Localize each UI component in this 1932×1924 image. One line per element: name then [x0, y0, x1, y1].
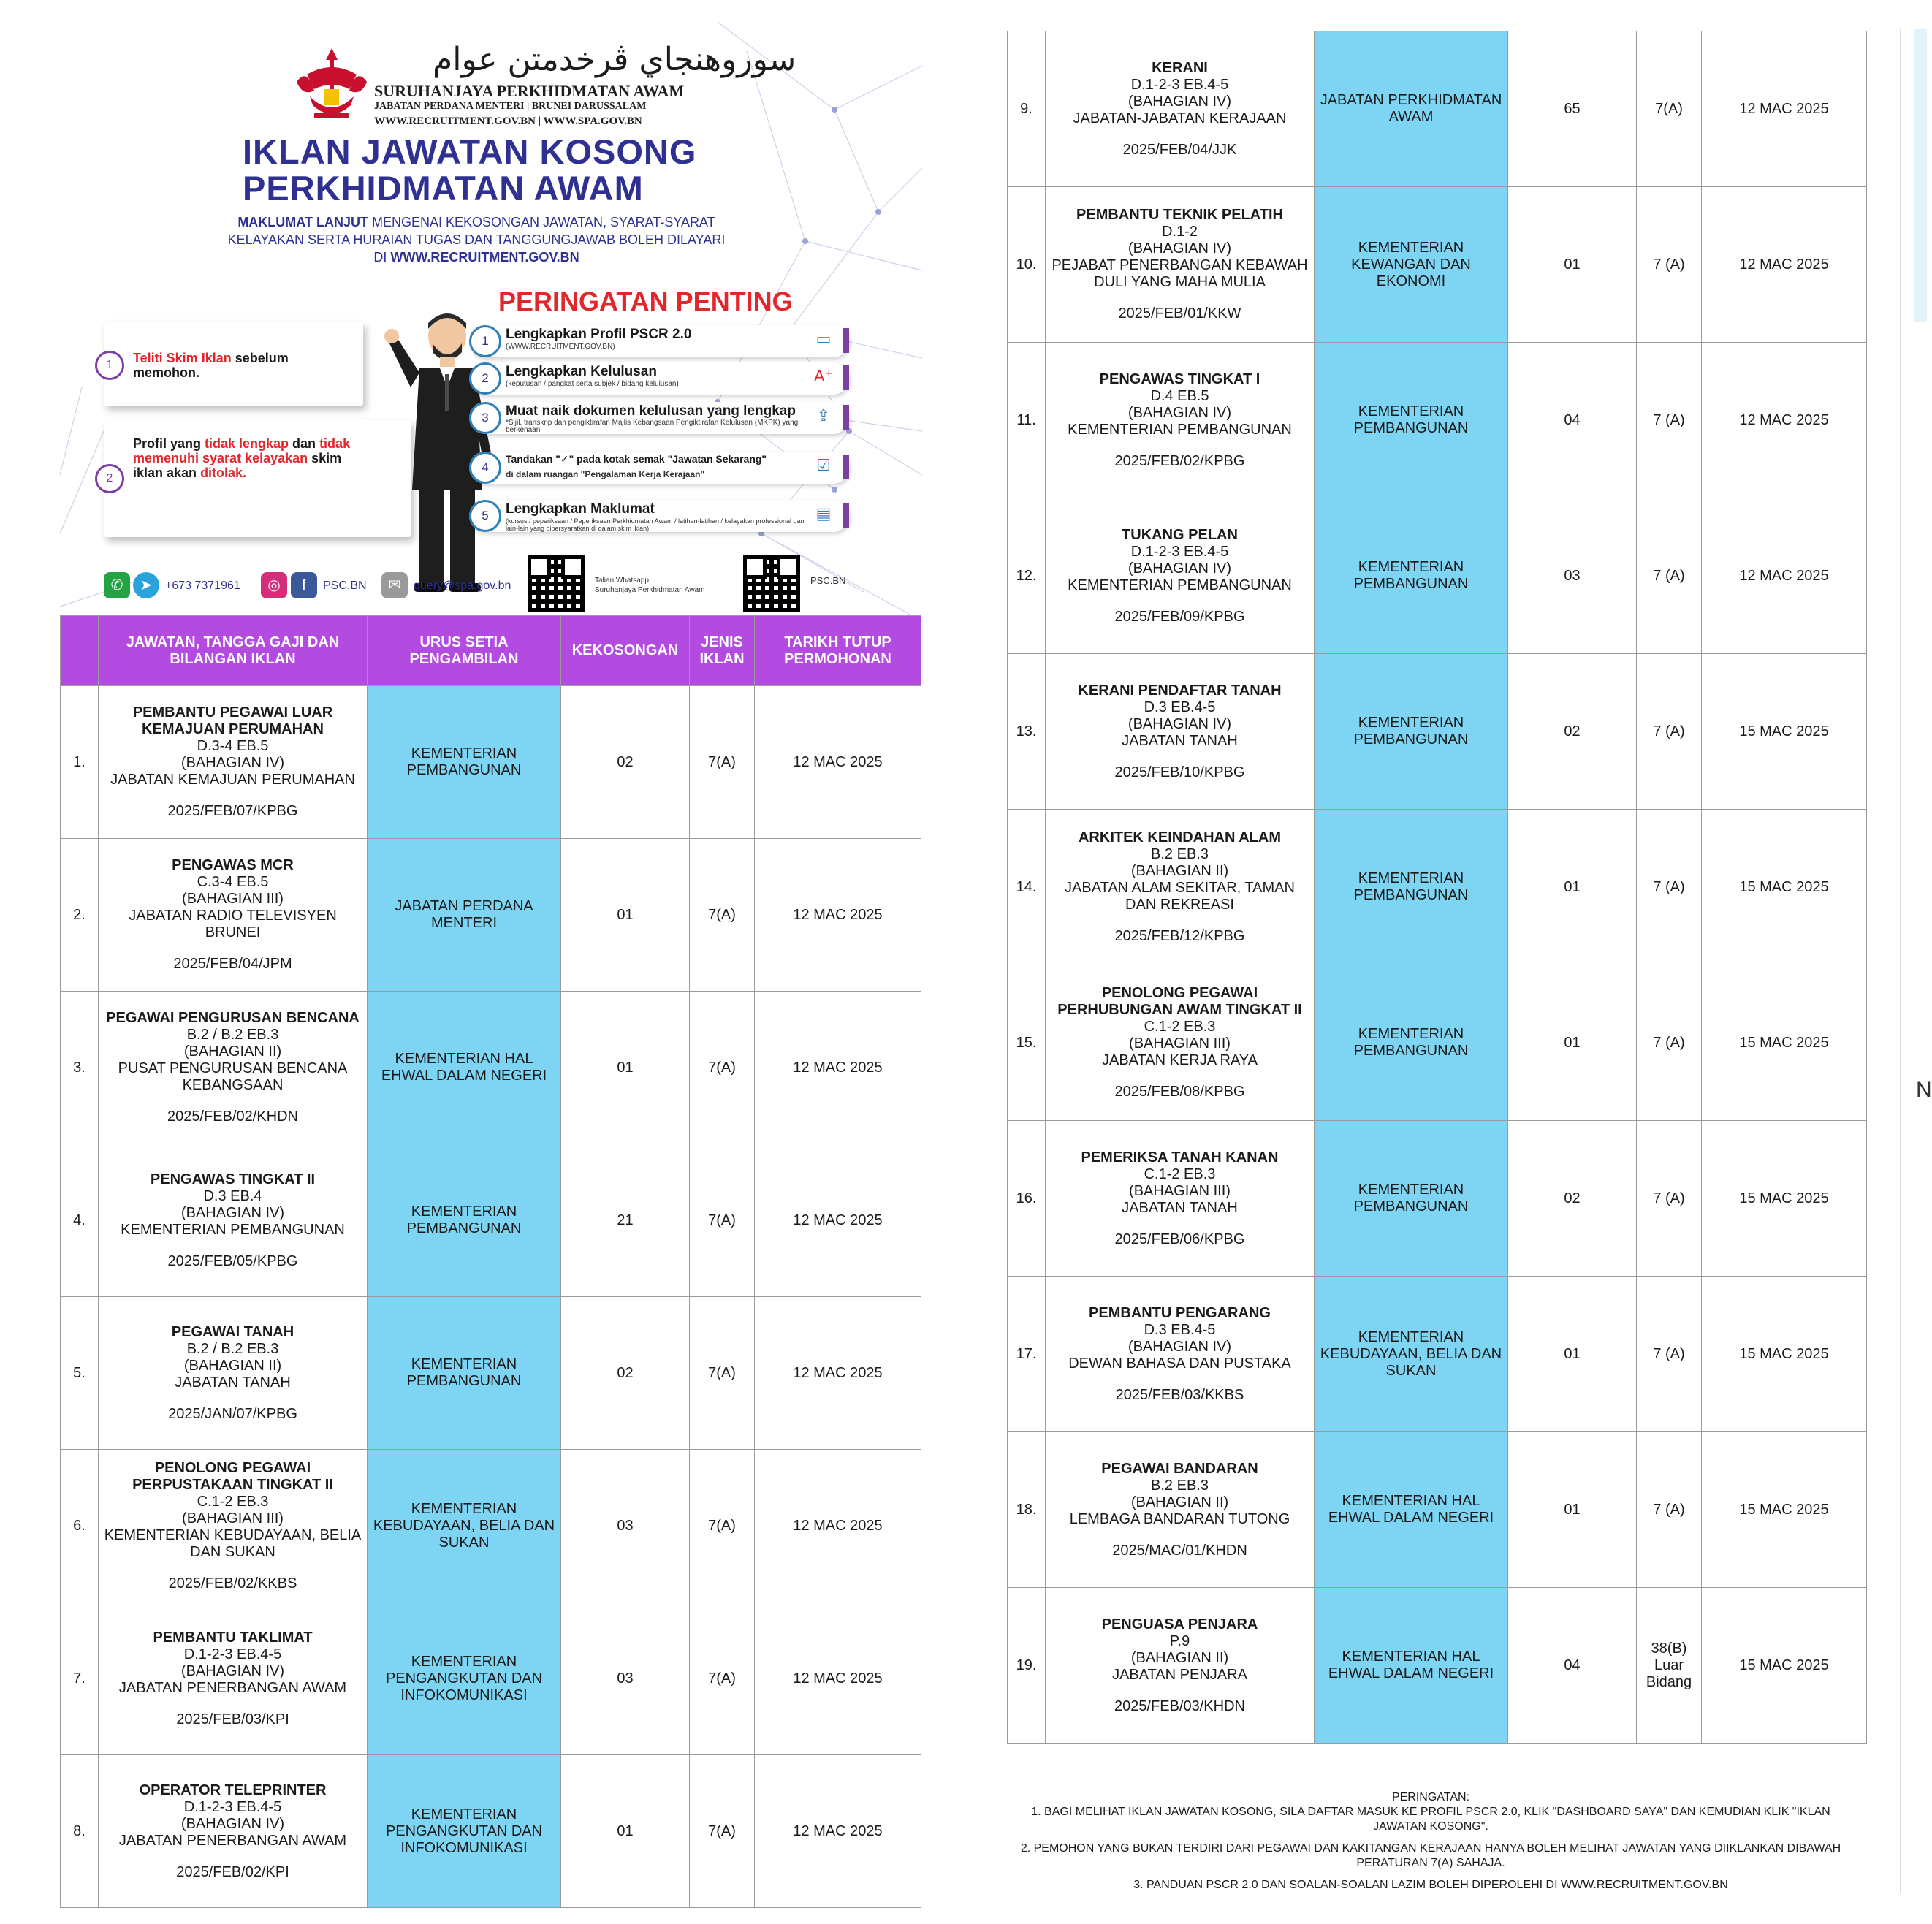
- kekosongan-cell: 01: [1508, 1432, 1637, 1588]
- urus-setia-cell: KEMENTERIAN PENGANGKUTAN DAN INFOKOMUNIKASI: [368, 1602, 561, 1755]
- tarikh-tutup-cell: 12 MAC 2025: [755, 686, 921, 839]
- jenis-iklan-cell: 7(A): [690, 1144, 755, 1297]
- jawatan-cell: [99, 1450, 368, 1602]
- jawatan-cell: [99, 992, 368, 1144]
- phone-number[interactable]: +673 7371961: [165, 579, 240, 592]
- urus-setia-cell: KEMENTERIAN PEMBANGUNAN: [368, 1144, 561, 1297]
- position-details: D.1-2 (BAHAGIAN IV) PEJABAT PENERBANGAN KEBAWAH DULI YANG MAHA MULIA: [1051, 224, 1308, 290]
- table-row: [61, 1755, 921, 1908]
- step-title: Lengkapkan Kelulusan: [506, 364, 657, 379]
- kekosongan-cell: 02: [561, 1297, 690, 1450]
- header-jenis-iklan: JENIS IKLAN: [690, 616, 755, 686]
- urus-setia-cell: KEMENTERIAN HAL EHWAL DALAM NEGERI: [1315, 1588, 1508, 1744]
- position-details: D.3 EB.4 (BAHAGIAN IV) KEMENTERIAN PEMBANGUNAN: [121, 1187, 345, 1238]
- advert-code: 2025/FEB/02/KHDN: [167, 1109, 298, 1125]
- kekosongan-cell: 01: [561, 1755, 690, 1908]
- jawatan-cell: [1046, 498, 1315, 654]
- poster-title-line1: IKLAN JAWATAN KOSONG: [243, 132, 697, 171]
- tarikh-tutup-cell: 12 MAC 2025: [755, 1755, 921, 1908]
- jawatan-cell: [99, 1755, 368, 1908]
- org-name: SURUHANJAYA PERKHIDMATAN AWAM: [374, 82, 685, 100]
- page-divider: [1900, 29, 1901, 1893]
- advert-code: 2025/FEB/06/KPBG: [1114, 1231, 1245, 1247]
- step-title: Muat naik dokumen kelulusan yang lengkap: [506, 403, 796, 419]
- facebook-icon[interactable]: f: [291, 572, 317, 598]
- jenis-iklan-cell: 38(B) Luar Bidang: [1637, 1588, 1702, 1744]
- step-title: Lengkapkan Maklumat: [506, 501, 655, 517]
- header-tarikh-tutup: TARIKH TUTUP PERMOHONAN: [755, 616, 921, 686]
- header-jawatan: JAWATAN, TANGGA GAJI DAN BILANGAN IKLAN: [99, 616, 368, 686]
- position-details: C.1-2 EB.3 (BAHAGIAN III) JABATAN KERJA RAYA: [1101, 1019, 1258, 1068]
- jawatan-cell: [1046, 1121, 1315, 1277]
- table-row: [61, 1297, 921, 1450]
- org-websites: WWW.RECRUITMENT.GOV.BN | WWW.SPA.GOV.BN: [374, 115, 642, 127]
- jenis-iklan-cell: 7(A): [690, 992, 755, 1144]
- position-details: P.9 (BAHAGIAN II) JABATAN PENJARA: [1112, 1632, 1247, 1683]
- urus-setia-cell: KEMENTERIAN KEWANGAN DAN EKONOMI: [1315, 187, 1508, 343]
- position-name: PEGAWAI BANDARAN: [1101, 1460, 1258, 1477]
- jenis-iklan-cell: 7(A): [1637, 31, 1702, 187]
- qr-caption-line: Suruhanjaya Perkhidmatan Awam: [595, 586, 705, 594]
- table-row: [1008, 654, 1867, 810]
- tip-part: dan: [289, 436, 320, 451]
- position-name: PEGAWAI PENGURUSAN BENCANA: [106, 1010, 360, 1026]
- jawatan-cell: [1046, 810, 1315, 965]
- jawatan-cell: [99, 839, 368, 992]
- urus-setia-cell: KEMENTERIAN PEMBANGUNAN: [1315, 1121, 1508, 1277]
- tarikh-tutup-cell: 12 MAC 2025: [1702, 31, 1867, 187]
- urus-setia-cell: KEMENTERIAN PEMBANGUNAN: [1315, 965, 1508, 1121]
- jawatan-cell: [99, 686, 368, 839]
- tip-part: Profil yang: [133, 436, 205, 451]
- kekosongan-cell: 04: [1508, 1588, 1637, 1744]
- tip-number: 1: [95, 351, 124, 380]
- jawatan-cell: [99, 1144, 368, 1297]
- tarikh-tutup-cell: 12 MAC 2025: [755, 1144, 921, 1297]
- position-name: PENGUASA PENJARA: [1101, 1616, 1258, 1632]
- tip-highlight: ditolak.: [200, 465, 247, 480]
- position-details: C.1-2 EB.3 (BAHAGIAN III) JABATAN TANAH: [1122, 1166, 1238, 1216]
- row-number: 19.: [1008, 1588, 1046, 1744]
- email-icon[interactable]: ✉: [381, 572, 408, 598]
- telegram-icon[interactable]: ➤: [133, 572, 159, 598]
- jenis-iklan-cell: 7 (A): [1637, 810, 1702, 965]
- table-row: [1008, 343, 1867, 498]
- urus-setia-cell: KEMENTERIAN HAL EHWAL DALAM NEGERI: [368, 992, 561, 1144]
- jenis-iklan-cell: 7(A): [690, 686, 755, 839]
- jawatan-cell: [1046, 654, 1315, 810]
- header-urus-setia: URUS SETIA PENGAMBILAN: [368, 616, 561, 686]
- position-details: D.3 EB.4-5 (BAHAGIAN IV) DEWAN BAHASA DAN PUSTAKA: [1068, 1321, 1291, 1372]
- table-row: [1008, 1432, 1867, 1588]
- info-text: [213, 213, 739, 266]
- row-number: 7.: [61, 1602, 99, 1755]
- tip-rest: sebelum memohon.: [133, 351, 289, 380]
- tip-text: [133, 436, 352, 480]
- row-number: 16.: [1008, 1121, 1046, 1277]
- vacancy-table-right: [1007, 31, 1867, 1744]
- advert-code: 2025/FEB/02/KPBG: [1114, 452, 1245, 469]
- step-number: 5: [469, 500, 501, 532]
- note-2: 2. PEMOHON YANG BUKAN TERDIRI DARI PEGAWAI DAN KAKITANGAN KERAJAAN HANYA BOLEH MELIHAT JAWATAN YANG DIIKLANKAN DIBAWAH PERATURAN 7(A) SAHAJA.: [1020, 1842, 1841, 1869]
- progress-icon: ▭: [815, 330, 832, 348]
- urus-setia-cell: KEMENTERIAN PEMBANGUNAN: [1315, 343, 1508, 498]
- advert-code: 2025/FEB/05/KPBG: [167, 1252, 298, 1269]
- row-number: 15.: [1008, 965, 1046, 1121]
- header-kekosongan: KEKOSONGAN: [561, 616, 690, 686]
- jenis-iklan-cell: 7 (A): [1637, 1121, 1702, 1277]
- tip-highlight: Teliti Skim Iklan: [133, 351, 232, 365]
- jawatan-cell: [1046, 187, 1315, 343]
- advert-code: 2025/JAN/07/KPBG: [168, 1405, 297, 1422]
- table-row: [61, 1144, 921, 1297]
- urus-setia-cell: KEMENTERIAN KEBUDAYAAN, BELIA DAN SUKAN: [1315, 1277, 1508, 1432]
- table-row: [1008, 31, 1867, 187]
- tarikh-tutup-cell: 15 MAC 2025: [1702, 810, 1867, 965]
- advert-code: 2025/FEB/04/JJK: [1122, 141, 1237, 158]
- position-name: PENOLONG PEGAWAI PERHUBUNGAN AWAM TINGKAT II: [1057, 985, 1302, 1018]
- email-address[interactable]: query@spa.gov.bn: [414, 579, 511, 592]
- checkbox-icon: ☑: [816, 456, 831, 474]
- position-details: D.1-2-3 EB.4-5 (BAHAGIAN IV) JABATAN-JABATAN KERAJAAN: [1073, 76, 1287, 126]
- notes-title: PERINGATAN:: [1391, 1791, 1470, 1803]
- jenis-iklan-cell: 7 (A): [1637, 1277, 1702, 1432]
- urus-setia-cell: KEMENTERIAN PEMBANGUNAN: [368, 1297, 561, 1450]
- position-name: PEGAWAI TANAH: [171, 1323, 294, 1340]
- poster-title-line2: PERKHIDMATAN AWAM: [243, 169, 644, 208]
- jenis-iklan-cell: 7(A): [690, 1755, 755, 1908]
- info-line2: KELAYAKAN SERTA HURAIAN TUGAS DAN TANGGUNGJAWAB BOLEH DILAYARI: [227, 232, 726, 247]
- step-subtitle: (WWW.RECRUITMENT.GOV.BN): [506, 343, 615, 351]
- tarikh-tutup-cell: 15 MAC 2025: [1702, 654, 1867, 810]
- tarikh-tutup-cell: 15 MAC 2025: [1702, 1277, 1867, 1432]
- urus-setia-cell: KEMENTERIAN HAL EHWAL DALAM NEGERI: [1315, 1432, 1508, 1588]
- step-number: 1: [469, 325, 501, 357]
- info-line1: MENGENAI KEKOSONGAN JAWATAN, SYARAT-SYARAT: [368, 215, 715, 229]
- row-number: 4.: [61, 1144, 99, 1297]
- tip-card-2: [104, 420, 411, 537]
- kekosongan-cell: 01: [1508, 965, 1637, 1121]
- advert-code: 2025/FEB/01/KKW: [1118, 305, 1241, 322]
- row-number: 6.: [61, 1450, 99, 1602]
- position-name: PEMBANTU PENGARANG: [1089, 1304, 1271, 1321]
- step-accent-bar: [843, 503, 849, 528]
- vacancy-table-left: [60, 615, 921, 1908]
- kekosongan-cell: 01: [1508, 1277, 1637, 1432]
- grade-icon: A⁺: [813, 367, 834, 385]
- table-row: [61, 686, 921, 839]
- kekosongan-cell: 02: [561, 686, 690, 839]
- step-subtitle: *Sijil, transkrip dan pengiktirafan Majlis Kebangsaan Pengiktirafan Kelulusan (MKPK) yang berkenaan: [506, 419, 799, 434]
- position-details: C.1-2 EB.3 (BAHAGIAN III) KEMENTERIAN KEBUDAYAAN, BELIA DAN SUKAN: [104, 1493, 362, 1560]
- tarikh-tutup-cell: 12 MAC 2025: [755, 839, 921, 992]
- position-name: PENGAWAS TINGKAT I: [1099, 370, 1260, 387]
- tip-text: [133, 351, 352, 380]
- advert-code: 2025/FEB/03/KKBS: [1115, 1386, 1244, 1403]
- jenis-iklan-cell: 7(A): [690, 1297, 755, 1450]
- position-details: D.3-4 EB.5 (BAHAGIAN IV) JABATAN KEMAJUAN PERUMAHAN: [110, 738, 355, 788]
- position-name: PEMBANTU PEGAWAI LUAR KEMAJUAN PERUMAHAN: [132, 704, 333, 737]
- jenis-iklan-cell: 7(A): [690, 1450, 755, 1602]
- row-number: 17.: [1008, 1277, 1046, 1432]
- jawatan-cell: [1046, 1432, 1315, 1588]
- tip-highlight: tidak lengkap: [205, 436, 289, 451]
- row-number: 18.: [1008, 1432, 1046, 1588]
- social-handle[interactable]: PSC.BN: [323, 579, 367, 592]
- step-subtitle: (keputusan / pangkat serta subjek / bidang kelulusan): [506, 380, 679, 388]
- warning-step-4: [469, 452, 849, 484]
- table-row: [61, 1450, 921, 1602]
- psc-qr-code: [743, 555, 800, 612]
- position-details: B.2 EB.3 (BAHAGIAN II) LEMBAGA BANDARAN TUTONG: [1069, 1477, 1290, 1527]
- position-details: B.2 / B.2 EB.3 (BAHAGIAN II) PUSAT PENGURUSAN BENCANA KEBANGSAAN: [118, 1027, 348, 1093]
- poster-header: [60, 22, 922, 621]
- upload-icon: ⇪: [816, 406, 831, 425]
- note-3: 3. PANDUAN PSCR 2.0 DAN SOALAN-SOALAN LAZIM BOLEH DIPEROLEHI DI WWW.RECRUITMENT.GOV.BN: [1133, 1879, 1728, 1891]
- step-number: 2: [469, 362, 501, 395]
- info-bold: MAKLUMAT LANJUT: [237, 215, 368, 229]
- kekosongan-cell: 03: [561, 1602, 690, 1755]
- header-no: [61, 616, 99, 686]
- row-number: 8.: [61, 1755, 99, 1908]
- advert-code: 2025/MAC/01/KHDN: [1112, 1542, 1247, 1559]
- tarikh-tutup-cell: 15 MAC 2025: [1702, 1588, 1867, 1744]
- jenis-iklan-cell: 7 (A): [1637, 187, 1702, 343]
- row-number: 2.: [61, 839, 99, 992]
- tip-number: 2: [95, 464, 124, 493]
- advert-code: 2025/FEB/07/KPBG: [167, 803, 298, 819]
- table-row: [1008, 1277, 1867, 1432]
- kekosongan-cell: 03: [1508, 498, 1637, 654]
- advert-code: 2025/FEB/02/KKBS: [168, 1575, 297, 1592]
- urus-setia-cell: KEMENTERIAN PEMBANGUNAN: [368, 686, 561, 839]
- jawatan-cell: [1046, 1277, 1315, 1432]
- position-details: D.1-2-3 EB.4-5 (BAHAGIAN IV) JABATAN PENERBANGAN AWAM: [118, 1798, 347, 1849]
- row-number: 1.: [61, 686, 99, 839]
- whatsapp-icon[interactable]: ✆: [104, 572, 130, 598]
- position-name: OPERATOR TELEPRINTER: [139, 1782, 327, 1798]
- advert-code: 2025/FEB/03/KPI: [176, 1711, 289, 1727]
- jenis-iklan-cell: 7 (A): [1637, 654, 1702, 810]
- kekosongan-cell: 04: [1508, 343, 1637, 498]
- org-subtitle: JABATAN PERDANA MENTERI | BRUNEI DARUSSALAM: [374, 101, 647, 112]
- whatsapp-qr-code: [528, 555, 585, 612]
- tarikh-tutup-cell: 12 MAC 2025: [1702, 187, 1867, 343]
- org-name-jawi: سوروهنجاي ڤرخدمتن عوام: [433, 41, 796, 78]
- kekosongan-cell: 65: [1508, 31, 1637, 187]
- row-number: 5.: [61, 1297, 99, 1450]
- warning-title: PERINGATAN PENTING: [498, 286, 793, 316]
- advert-code: 2025/FEB/03/KHDN: [1114, 1697, 1245, 1714]
- note-1: 1. BAGI MELIHAT IKLAN JAWATAN KOSONG, SILA DAFTAR MASUK KE PROFIL PSCR 2.0, KLIK "DASHBOARD SAYA" DAN KEMUDIAN KLIK "IKLAN JAWATAN KOSONG".: [1031, 1806, 1830, 1833]
- step-number: 4: [469, 452, 501, 484]
- kekosongan-cell: 01: [1508, 810, 1637, 965]
- table-row: [1008, 810, 1867, 965]
- step-subtitle: (kursus / peperiksaan / Peperiksaan Perkhidmatan Awam / latihan-latihan / kelayakan professional dan lain-lain yang dipersyaratkan di dalam skim iklan): [506, 517, 805, 532]
- tarikh-tutup-cell: 15 MAC 2025: [1702, 1121, 1867, 1277]
- tip-part: skim iklan akan: [133, 451, 342, 480]
- warning-step-5: [469, 500, 849, 532]
- info-url[interactable]: WWW.RECRUITMENT.GOV.BN: [390, 250, 579, 265]
- table-row: [61, 992, 921, 1144]
- tip-card-1: [104, 322, 363, 406]
- position-details: B.2 EB.3 (BAHAGIAN II) JABATAN ALAM SEKITAR, TAMAN DAN REKREASI: [1065, 846, 1295, 913]
- notes-section: [1007, 1790, 1855, 1900]
- qr-caption: [595, 576, 704, 595]
- position-name: PENOLONG PEGAWAI PERPUSTAKAAN TINGKAT II: [132, 1459, 333, 1493]
- kekosongan-cell: 03: [561, 1450, 690, 1602]
- position-name: KERANI: [1152, 59, 1208, 76]
- step-number: 3: [469, 402, 501, 434]
- table-header-row: [61, 616, 921, 686]
- table-row: [61, 839, 921, 992]
- document-icon: ▤: [815, 504, 832, 522]
- kekosongan-cell: 02: [1508, 654, 1637, 810]
- kekosongan-cell: 01: [561, 839, 690, 992]
- advert-code: 2025/FEB/12/KPBG: [1114, 928, 1245, 944]
- urus-setia-cell: KEMENTERIAN PEMBANGUNAN: [1315, 810, 1508, 965]
- table-row: [1008, 187, 1867, 343]
- position-details: D.1-2-3 EB.4-5 (BAHAGIAN IV) KEMENTERIAN PEMBANGUNAN: [1068, 543, 1292, 593]
- jawatan-cell: [1046, 965, 1315, 1121]
- tarikh-tutup-cell: 12 MAC 2025: [755, 1450, 921, 1602]
- advert-code: 2025/FEB/08/KPBG: [1114, 1084, 1245, 1100]
- table-row: [1008, 1588, 1867, 1744]
- table-row: [1008, 965, 1867, 1121]
- urus-setia-cell: JABATAN PERKHIDMATAN AWAM: [1315, 31, 1508, 187]
- step-accent-bar: [843, 328, 849, 353]
- row-number: 9.: [1008, 31, 1046, 187]
- advert-code: 2025/FEB/10/KPBG: [1114, 764, 1245, 780]
- urus-setia-cell: JABATAN PERDANA MENTERI: [368, 839, 561, 992]
- step-accent-bar: [843, 455, 849, 479]
- position-name: PEMBANTU TEKNIK PELATIH: [1076, 207, 1283, 223]
- position-name: TUKANG PELAN: [1122, 526, 1238, 543]
- row-number: 12.: [1008, 498, 1046, 654]
- table-row: [1008, 498, 1867, 654]
- row-number: 10.: [1008, 187, 1046, 343]
- kekosongan-cell: 01: [1508, 187, 1637, 343]
- tarikh-tutup-cell: 12 MAC 2025: [1702, 343, 1867, 498]
- tarikh-tutup-cell: 12 MAC 2025: [755, 1297, 921, 1450]
- urus-setia-cell: KEMENTERIAN PENGANGKUTAN DAN INFOKOMUNIKASI: [368, 1755, 561, 1908]
- position-name: PEMBANTU TAKLIMAT: [153, 1629, 313, 1646]
- instagram-icon[interactable]: ◎: [261, 572, 287, 598]
- position-name: KERANI PENDAFTAR TANAH: [1078, 682, 1282, 699]
- advert-code: 2025/FEB/02/KPI: [176, 1863, 289, 1880]
- step-accent-bar: [843, 405, 849, 430]
- tarikh-tutup-cell: 12 MAC 2025: [1702, 498, 1867, 654]
- next-page-edge: [1914, 29, 1927, 322]
- tarikh-tutup-cell: 12 MAC 2025: [755, 1602, 921, 1755]
- row-number: 11.: [1008, 343, 1046, 498]
- jenis-iklan-cell: 7 (A): [1637, 343, 1702, 498]
- jawatan-cell: [1046, 343, 1315, 498]
- next-page-letter: N: [1916, 1078, 1932, 1102]
- warning-step-2: [469, 362, 849, 395]
- position-details: C.3-4 EB.5 (BAHAGIAN III) JABATAN RADIO TELEVISYEN BRUNEI: [129, 874, 337, 940]
- position-details: D.4 EB.5 (BAHAGIAN IV) KEMENTERIAN PEMBANGUNAN: [1068, 387, 1292, 438]
- tarikh-tutup-cell: 12 MAC 2025: [755, 992, 921, 1144]
- jenis-iklan-cell: 7(A): [690, 839, 755, 992]
- row-number: 14.: [1008, 810, 1046, 965]
- row-number: 13.: [1008, 654, 1046, 810]
- position-name: PENGAWAS MCR: [172, 857, 294, 873]
- step-accent-bar: [843, 365, 849, 390]
- tarikh-tutup-cell: 15 MAC 2025: [1702, 1432, 1867, 1588]
- table-row: [61, 1602, 921, 1755]
- step-title: Tandakan "✓" pada kotak semak "Jawatan Sekarang": [506, 453, 767, 465]
- urus-setia-cell: KEMENTERIAN PEMBANGUNAN: [1315, 498, 1508, 654]
- jawatan-cell: [99, 1602, 368, 1755]
- position-details: D.1-2-3 EB.4-5 (BAHAGIAN IV) JABATAN PENERBANGAN AWAM: [118, 1646, 347, 1696]
- qr-caption-line: Talian Whatsapp: [595, 577, 649, 585]
- kekosongan-cell: 02: [1508, 1121, 1637, 1277]
- position-details: D.3 EB.4-5 (BAHAGIAN IV) JABATAN TANAH: [1122, 699, 1238, 749]
- info-line3-prefix: DI: [373, 250, 391, 265]
- advert-code: 2025/FEB/09/KPBG: [1114, 608, 1245, 625]
- advert-code: 2025/FEB/04/JPM: [173, 956, 292, 972]
- jenis-iklan-cell: 7 (A): [1637, 1432, 1702, 1588]
- table-row: [1008, 1121, 1867, 1277]
- step-subtitle: di dalam ruangan "Pengalaman Kerja Kerajaan": [506, 469, 705, 479]
- tarikh-tutup-cell: 15 MAC 2025: [1702, 965, 1867, 1121]
- jawatan-cell: [1046, 1588, 1315, 1744]
- row-number: 3.: [61, 992, 99, 1144]
- urus-setia-cell: KEMENTERIAN KEBUDAYAAN, BELIA DAN SUKAN: [368, 1450, 561, 1602]
- qr-caption: PSC.BN: [810, 575, 846, 586]
- urus-setia-cell: KEMENTERIAN PEMBANGUNAN: [1315, 654, 1508, 810]
- jenis-iklan-cell: 7(A): [690, 1602, 755, 1755]
- warning-step-3: [469, 402, 849, 434]
- jawatan-cell: [99, 1297, 368, 1450]
- tip-highlight: tidak memenuhi syarat kelayakan: [133, 436, 351, 465]
- position-name: ARKITEK KEINDAHAN ALAM: [1078, 829, 1282, 845]
- jenis-iklan-cell: 7 (A): [1637, 965, 1702, 1121]
- step-title: Lengkapkan Profil PSCR 2.0: [506, 327, 692, 342]
- brunei-crest-logo: [292, 45, 371, 126]
- warning-step-1: [469, 325, 849, 357]
- position-name: PEMERIKSA TANAH KANAN: [1081, 1149, 1279, 1166]
- kekosongan-cell: 21: [561, 1144, 690, 1297]
- position-details: B.2 / B.2 EB.3 (BAHAGIAN II) JABATAN TANAH: [175, 1340, 291, 1391]
- jenis-iklan-cell: 7 (A): [1637, 498, 1702, 654]
- position-name: PENGAWAS TINGKAT II: [150, 1171, 316, 1187]
- jawatan-cell: [1046, 31, 1315, 187]
- kekosongan-cell: 01: [561, 992, 690, 1144]
